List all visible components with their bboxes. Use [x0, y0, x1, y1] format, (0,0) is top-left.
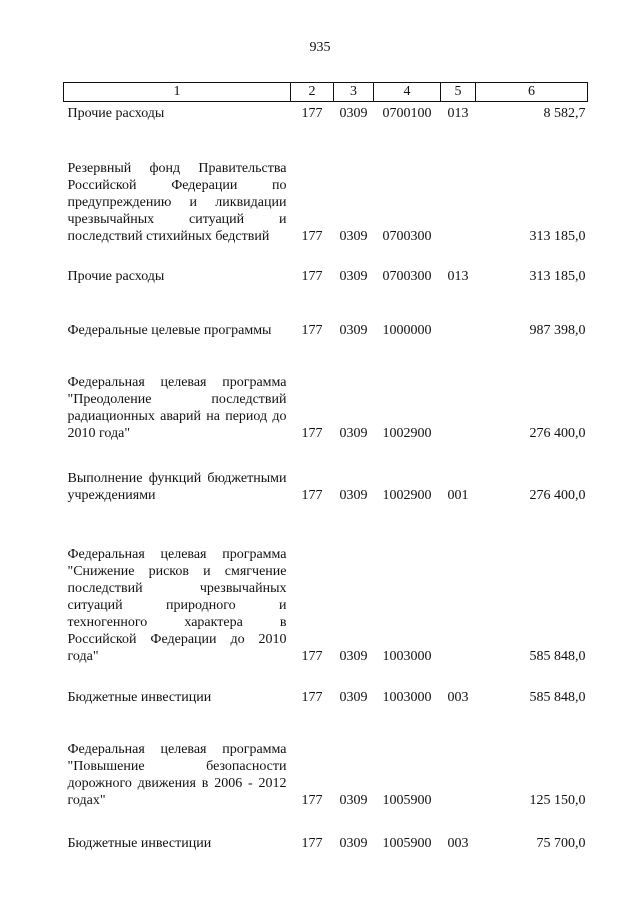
row-section: 0309 [339, 835, 368, 851]
row-ministry: 177 [301, 322, 323, 338]
row-amount: 276 400,0 [529, 425, 586, 441]
row-ministry: 177 [301, 689, 323, 705]
row-name: Бюджетные инвестиции [67, 835, 212, 851]
row-amount: 276 400,0 [529, 487, 586, 503]
row-ministry: 177 [301, 792, 323, 808]
row-section: 0309 [339, 648, 368, 664]
row-target: 1005900 [382, 835, 432, 851]
row-target: 1000000 [382, 322, 432, 338]
header-col-2: 2 [291, 83, 334, 102]
row-amount: 313 185,0 [529, 228, 586, 244]
row-type: 001 [447, 487, 469, 503]
row-ministry: 177 [301, 648, 323, 664]
row-type: 013 [447, 268, 469, 284]
row-name: Выполнение функций бюджетными учреждениями [67, 470, 287, 503]
row-section: 0309 [339, 425, 368, 441]
row-name: Федеральная целевая программа "Повышение безопасности дорожного движения в 2006 - 2012 годах" [67, 741, 287, 808]
row-ministry: 177 [301, 268, 323, 284]
row-ministry: 177 [301, 105, 323, 121]
table-row [64, 706, 588, 809]
table-row [64, 665, 588, 706]
row-section: 0309 [339, 487, 368, 503]
row-amount: 987 398,0 [529, 322, 586, 338]
row-type: 013 [447, 105, 469, 121]
table-row [64, 339, 588, 442]
table-header [64, 83, 588, 102]
row-target: 1003000 [382, 689, 432, 705]
row-target: 0700300 [382, 228, 432, 244]
row-target: 1002900 [382, 487, 432, 503]
row-name: Федеральные целевые программы [67, 322, 272, 338]
row-section: 0309 [339, 268, 368, 284]
row-section: 0309 [339, 689, 368, 705]
row-type [441, 706, 476, 809]
row-type [441, 285, 476, 339]
row-name: Прочие расходы [67, 268, 165, 284]
row-ministry: 177 [301, 228, 323, 244]
table-row [64, 122, 588, 245]
row-type [441, 122, 476, 245]
row-ministry: 177 [301, 487, 323, 503]
header-col-1: 1 [64, 83, 291, 102]
page-number: 935 [309, 40, 331, 55]
table-row [64, 504, 588, 665]
row-name: Федеральная целевая программа "Преодоление последствий радиационных аварий на период до 2010 года" [67, 374, 287, 441]
row-amount: 125 150,0 [529, 792, 586, 808]
header-col-6: 6 [476, 83, 588, 102]
table-row [64, 102, 588, 122]
row-type [441, 339, 476, 442]
row-amount: 8 582,7 [543, 105, 586, 121]
row-target: 1003000 [382, 648, 432, 664]
row-ministry: 177 [301, 835, 323, 851]
header-col-4: 4 [374, 83, 441, 102]
row-type: 003 [447, 689, 469, 705]
row-section: 0309 [339, 105, 368, 121]
row-target: 1005900 [382, 792, 432, 808]
row-name: Федеральная целевая программа "Снижение рисков и смягчение последствий чрезвычайных ситуаций природного и техногенного характера в Российской Федерации до 2010 года" [67, 546, 287, 664]
row-target: 1002900 [382, 425, 432, 441]
row-amount: 75 700,0 [536, 835, 586, 851]
table-row [64, 285, 588, 339]
table-row [64, 245, 588, 285]
row-target: 0700300 [382, 268, 432, 284]
row-name: Резервный фонд Правительства Российской Федерации по предупреждению и ликвидации чрезвычайных ситуаций и последствий стихийных бедствий [67, 160, 287, 244]
budget-table [63, 82, 588, 852]
row-amount: 313 185,0 [529, 268, 586, 284]
row-amount: 585 848,0 [529, 689, 586, 705]
row-target: 0700100 [382, 105, 432, 121]
row-amount: 585 848,0 [529, 648, 586, 664]
row-ministry: 177 [301, 425, 323, 441]
header-col-5: 5 [441, 83, 476, 102]
table-row [64, 442, 588, 504]
row-type [441, 504, 476, 665]
row-name: Прочие расходы [67, 105, 165, 121]
header-row [64, 83, 588, 102]
table-body [64, 102, 588, 852]
row-type: 003 [447, 835, 469, 851]
row-section: 0309 [339, 228, 368, 244]
header-col-3: 3 [334, 83, 374, 102]
table-row [64, 809, 588, 852]
row-section: 0309 [339, 322, 368, 338]
row-section: 0309 [339, 792, 368, 808]
row-name: Бюджетные инвестиции [67, 689, 212, 705]
